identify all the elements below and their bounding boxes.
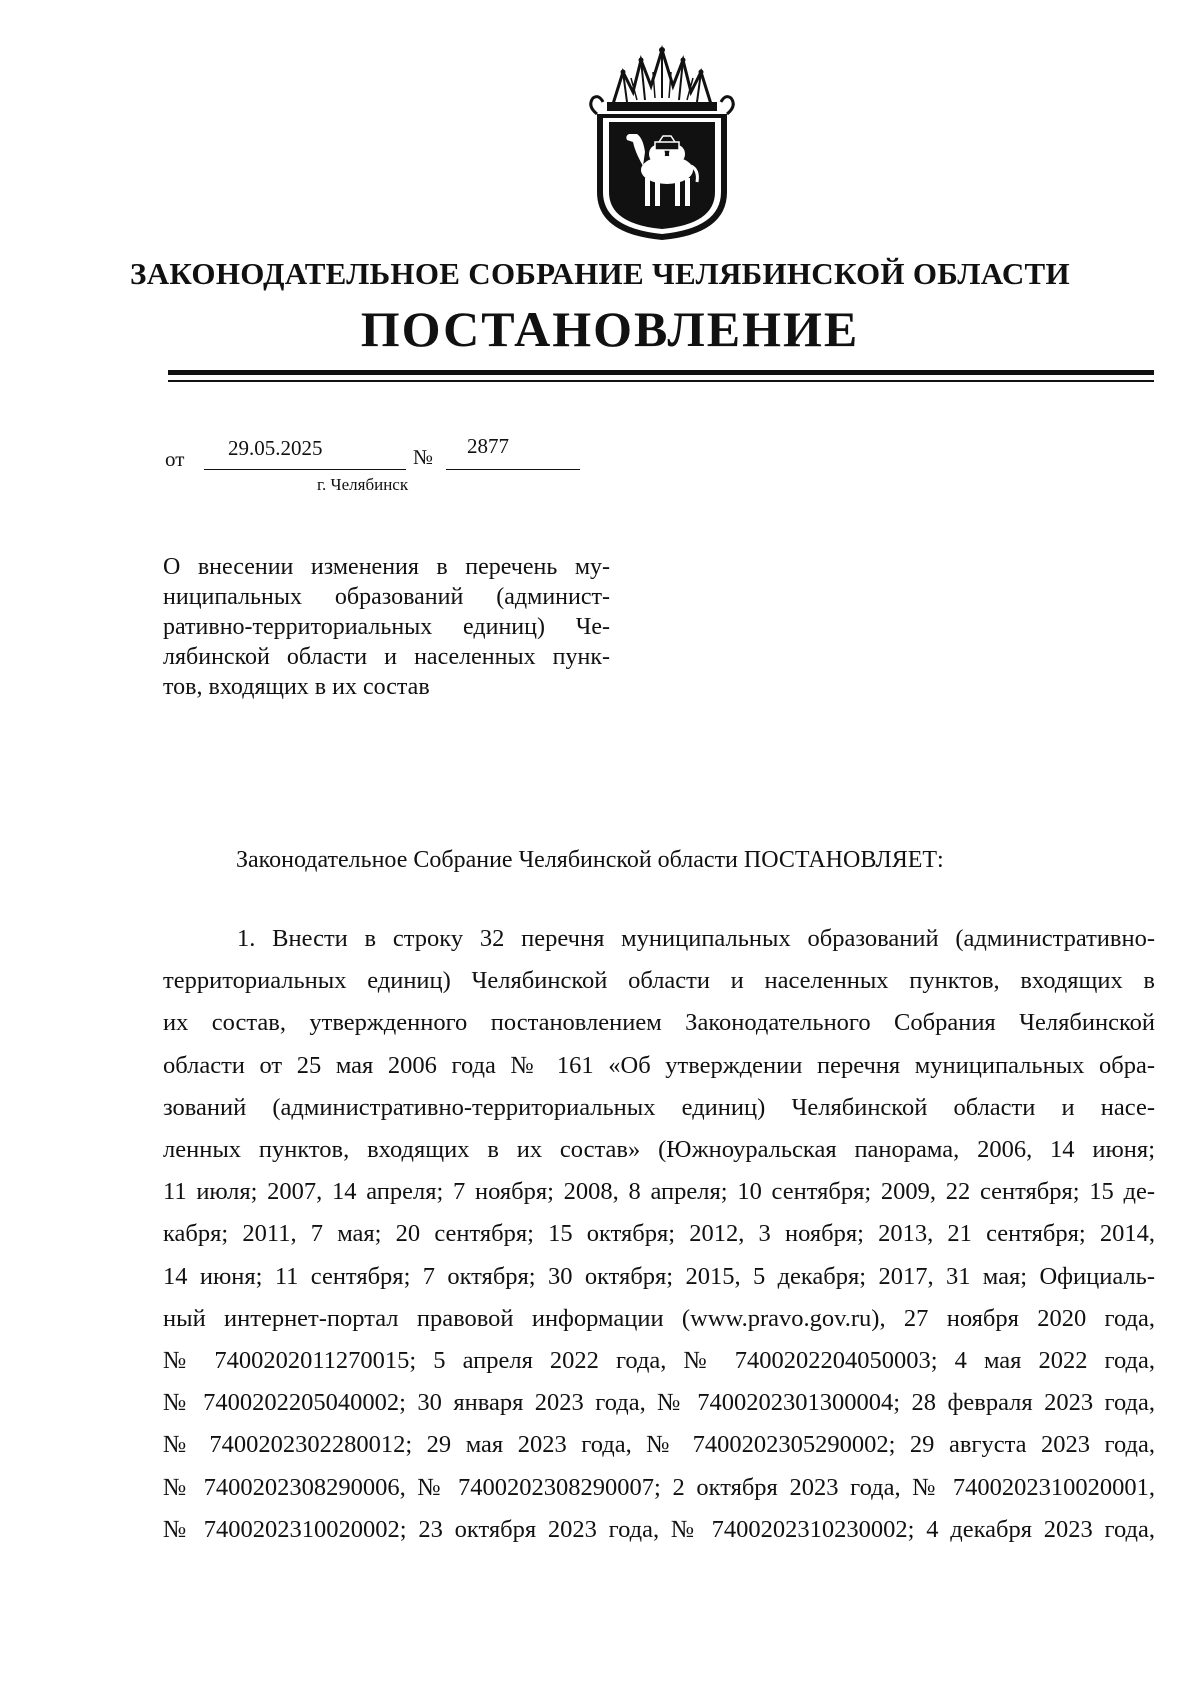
- body-line: № 7400202011270015; 5 апреля 2022 года, № 7400202204050003; 4 мая 2022 года,: [163, 1347, 1155, 1375]
- subject-line: О внесении изменения в перечень му-: [163, 554, 610, 580]
- subject-line: ниципальных образований (админист-: [163, 584, 610, 610]
- body-line: 1. Внести в строку 32 перечня муниципальных образований (административно-: [237, 925, 1155, 952]
- body-line: зований (административно-территориальных единиц) Челябинской области и насе-: [163, 1093, 1155, 1121]
- header-divider-thin: [168, 380, 1154, 382]
- document-date: 29.05.2025: [228, 436, 323, 460]
- body-line: ленных пунктов, входящих в их состав» (Южноуральская панорама, 2006, 14 июня;: [163, 1136, 1155, 1164]
- body-line: 14 июня; 11 сентября; 7 октября; 30 октября; 2015, 5 декабря; 2017, 31 мая; Официаль-: [163, 1262, 1155, 1290]
- number-underline: [446, 469, 580, 470]
- document-type-title: ПОСТАНОВЛЕНИЕ: [360, 301, 860, 357]
- body-line: № 7400202310020002; 23 октября 2023 года, № 7400202310230002; 4 декабря 2023 года,: [163, 1515, 1155, 1543]
- subject-line: лябинской области и населенных пунк-: [163, 644, 610, 670]
- subject-line: тов, входящих в их состав: [163, 674, 430, 700]
- body-line: № 7400202302280012; 29 мая 2023 года, № 7400202305290002; 29 августа 2023 года,: [163, 1431, 1155, 1459]
- decree-statement: Законодательное Собрание Челябинской области ПОСТАНОВЛЯЕТ:: [236, 847, 944, 873]
- subject-line: ративно-территориальных единиц) Че-: [163, 614, 610, 640]
- number-prefix: №: [413, 445, 434, 469]
- body-line: № 7400202205040002; 30 января 2023 года, № 7400202301300004; 28 февраля 2023 года,: [163, 1389, 1155, 1417]
- body-line: ный интернет-портал правовой информации (www.pravo.gov.ru), 27 ноября 2020 года,: [163, 1304, 1155, 1332]
- body-line: территориальных единиц) Челябинской области и населенных пунктов, входящих в: [163, 967, 1155, 995]
- body-line: области от 25 мая 2006 года № 161 «Об утверждении перечня муниципальных обра-: [163, 1051, 1155, 1079]
- document-subject: [163, 552, 610, 702]
- document-number: 2877: [467, 434, 509, 458]
- organization-name: ЗАКОНОДАТЕЛЬНОЕ СОБРАНИЕ ЧЕЛЯБИНСКОЙ ОБЛАСТИ: [130, 256, 1070, 291]
- date-underline: [204, 469, 406, 470]
- body-line: 11 июля; 2007, 14 апреля; 7 ноября; 2008, 8 апреля; 10 сентября; 2009, 22 сентября; 15 де-: [163, 1178, 1155, 1206]
- city-name: г. Челябинск: [317, 475, 409, 494]
- date-prefix: от: [165, 447, 185, 471]
- header-divider-thick: [168, 370, 1154, 375]
- body-line: № 7400202308290006, № 7400202308290007; 2 октября 2023 года, № 7400202310020001,: [163, 1473, 1155, 1501]
- body-line: их состав, утвержденного постановлением Законодательного Собрания Челябинской: [163, 1009, 1155, 1037]
- document-body: [163, 918, 1155, 1551]
- chelyabinsk-coat-of-arms-icon: [583, 42, 741, 242]
- body-line: кабря; 2011, 7 мая; 20 сентября; 15 октября; 2012, 3 ноября; 2013, 21 сентября; 2014,: [163, 1220, 1155, 1248]
